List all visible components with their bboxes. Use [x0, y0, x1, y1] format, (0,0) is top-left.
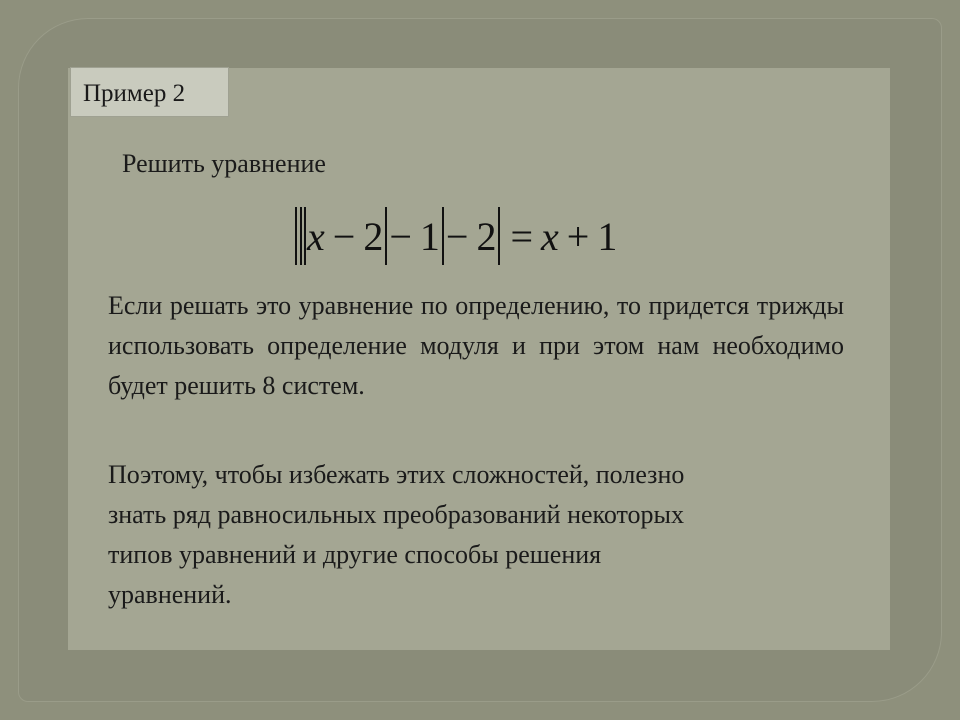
slide-title: Пример 2 [83, 80, 186, 107]
equation [293, 205, 617, 267]
abs-bar-inner-left [304, 207, 306, 265]
abs-bar-inner-right [385, 207, 387, 265]
title-box [70, 67, 229, 117]
paragraph-line: уравнений. [108, 580, 232, 609]
equation-minus-1: − [332, 213, 356, 259]
equation-number-1a: 1 [419, 213, 440, 259]
equation-number-2b: 2 [476, 213, 497, 259]
equation-minus-2: − [389, 213, 412, 259]
equation-variable-left: x [307, 213, 325, 259]
paragraph-line: Поэтому, чтобы избежать этих сложностей, полезно [108, 460, 685, 489]
equation-equals: = [510, 213, 534, 259]
slide-subtitle: Решить уравнение [122, 149, 326, 178]
paragraph-definition: Если решать это уравнение по определению, то придется трижды использовать определение модуля и при этом нам необходимо будет решить 8 систем. [108, 291, 844, 400]
equation-plus: + [566, 213, 590, 259]
abs-bar-outer-right [498, 207, 500, 265]
paragraph-methods [108, 455, 844, 615]
equation-number-2a: 2 [363, 213, 384, 259]
equation-variable-right: x [541, 213, 559, 259]
equation-minus-3: − [445, 213, 469, 259]
paragraph-line: знать ряд равносильных преобразований некоторых [108, 500, 684, 529]
abs-bar-outer-left [295, 207, 297, 265]
abs-bar-middle-left [300, 207, 302, 265]
equation-number-1b: 1 [597, 213, 618, 259]
abs-bar-middle-right [442, 207, 444, 265]
paragraph-line: типов уравнений и другие способы решения [108, 540, 602, 569]
